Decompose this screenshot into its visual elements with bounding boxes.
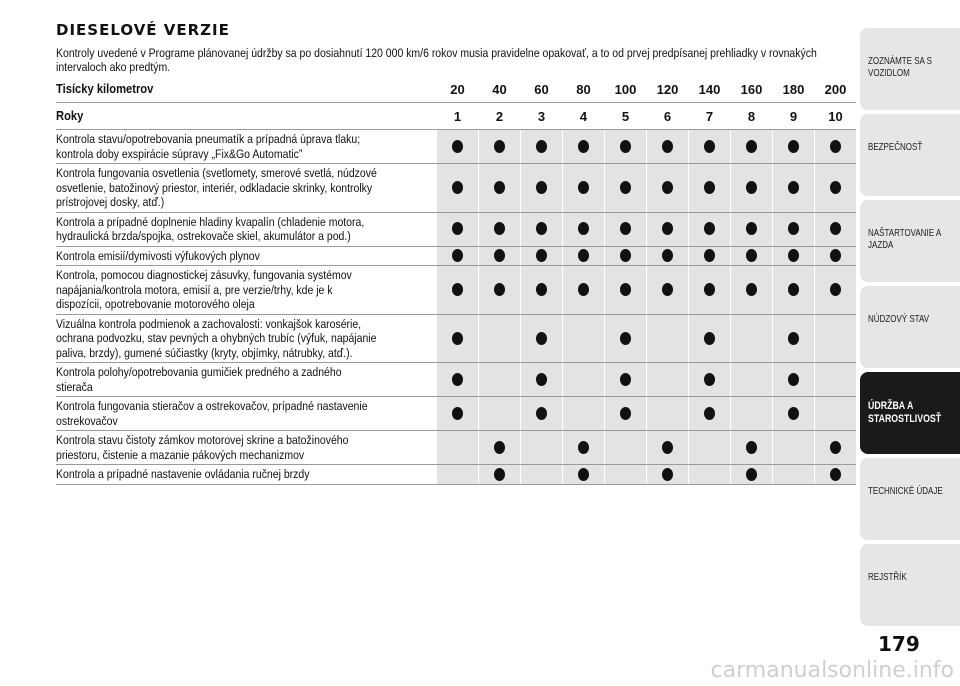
check-dot-icon [494,181,505,194]
check-dot-icon [788,140,799,153]
header-km-120: 120 [647,76,689,103]
schedule-cell [773,130,815,164]
check-dot-icon [578,249,589,262]
schedule-cell [605,164,647,213]
check-dot-icon [704,407,715,420]
tab-chapter-4[interactable] [860,286,960,368]
schedule-cell [605,212,647,246]
check-dot-icon [620,332,631,345]
header-years-label: Roky [56,107,84,123]
schedule-cell [437,431,479,465]
check-dot-icon [452,332,463,345]
row-label: Kontrola fungovania stieračov a ostrekovačov, prípadné nastavenie ostrekovačov [56,399,368,428]
check-dot-icon [494,283,505,296]
schedule-cell [689,164,731,213]
check-dot-icon [620,283,631,296]
section-title: DIESELOVÉ VERZIE [56,21,230,39]
check-dot-icon [452,373,463,386]
check-dot-icon [620,222,631,235]
check-dot-icon [536,283,547,296]
header-year-1: 1 [437,103,479,130]
schedule-cell [479,314,521,363]
schedule-cell [605,397,647,431]
check-dot-icon [536,222,547,235]
tab-label: REJSTŘÍK [868,572,907,583]
schedule-cell [437,212,479,246]
check-dot-icon [746,249,757,262]
schedule-cell [605,246,647,266]
schedule-cell [773,246,815,266]
schedule-cell [815,246,857,266]
check-dot-icon [662,181,673,194]
check-dot-icon [746,181,757,194]
check-dot-icon [662,468,673,481]
check-dot-icon [452,283,463,296]
check-dot-icon [620,181,631,194]
header-year-8: 8 [731,103,773,130]
schedule-cell [815,431,857,465]
check-dot-icon [662,283,673,296]
check-dot-icon [704,181,715,194]
chapter-sidebar [860,28,960,630]
schedule-cell [521,130,563,164]
row-label: Kontrola a prípadné doplnenie hladiny kvapalín (chladenie motora, hydraulická brzda/spojka, ostrekovače skiel, akumulátor a pod.) [56,214,365,243]
header-row-km [56,76,856,103]
check-dot-icon [746,222,757,235]
tab-label: NÚDZOVÝ STAV [868,314,930,325]
table-row [56,164,856,213]
check-dot-icon [578,181,589,194]
schedule-cell [605,266,647,315]
check-dot-icon [452,249,463,262]
check-dot-icon [620,407,631,420]
header-km-80: 80 [563,76,605,103]
schedule-cell [479,465,521,485]
header-year-4: 4 [563,103,605,130]
check-dot-icon [788,222,799,235]
schedule-cell [689,465,731,485]
schedule-cell [563,130,605,164]
check-dot-icon [830,249,841,262]
page-number: 179 [878,632,920,656]
check-dot-icon [494,140,505,153]
tab-chapter-6[interactable] [860,458,960,540]
check-dot-icon [536,140,547,153]
check-dot-icon [704,249,715,262]
check-dot-icon [704,332,715,345]
schedule-cell [773,465,815,485]
schedule-cell [479,363,521,397]
schedule-cell [521,431,563,465]
schedule-cell [605,363,647,397]
header-km-180: 180 [773,76,815,103]
check-dot-icon [536,249,547,262]
schedule-cell [563,314,605,363]
schedule-cell [773,431,815,465]
schedule-cell [563,465,605,485]
schedule-cell [773,212,815,246]
check-dot-icon [662,441,673,454]
check-dot-icon [620,373,631,386]
check-dot-icon [536,181,547,194]
header-km-200: 200 [815,76,857,103]
schedule-cell [731,465,773,485]
schedule-cell [479,246,521,266]
schedule-cell [689,363,731,397]
check-dot-icon [746,468,757,481]
header-year-7: 7 [689,103,731,130]
check-dot-icon [704,222,715,235]
schedule-cell [647,130,689,164]
schedule-cell [521,465,563,485]
schedule-cell [731,363,773,397]
check-dot-icon [662,222,673,235]
check-dot-icon [662,249,673,262]
schedule-cell [563,397,605,431]
check-dot-icon [788,283,799,296]
schedule-cell [731,397,773,431]
schedule-cell [731,314,773,363]
header-km-160: 160 [731,76,773,103]
schedule-cell [437,363,479,397]
tab-chapter-7[interactable] [860,544,960,626]
header-year-6: 6 [647,103,689,130]
header-km-label: Tisícky kilometrov [56,80,154,96]
schedule-cell [815,465,857,485]
schedule-cell [647,212,689,246]
row-label: Kontrola polohy/opotrebovania gumičiek predného a zadného stierača [56,365,342,394]
check-dot-icon [746,441,757,454]
check-dot-icon [536,332,547,345]
table-row [56,212,856,246]
check-dot-icon [788,181,799,194]
check-dot-icon [830,283,841,296]
schedule-cell [605,314,647,363]
schedule-cell [815,363,857,397]
schedule-cell [731,130,773,164]
schedule-cell [773,314,815,363]
table-row [56,397,856,431]
check-dot-icon [452,407,463,420]
row-label: Kontrola a prípadné nastavenie ovládania ručnej brzdy [56,467,310,481]
schedule-cell [479,130,521,164]
schedule-cell [647,314,689,363]
main-content [56,20,846,485]
schedule-cell [563,212,605,246]
schedule-cell [731,164,773,213]
header-year-5: 5 [605,103,647,130]
table-row [56,246,856,266]
check-dot-icon [830,441,841,454]
check-dot-icon [578,140,589,153]
check-dot-icon [662,140,673,153]
schedule-cell [479,212,521,246]
check-dot-icon [578,468,589,481]
check-dot-icon [788,373,799,386]
schedule-cell [479,266,521,315]
schedule-cell [689,212,731,246]
schedule-cell [731,246,773,266]
check-dot-icon [494,222,505,235]
schedule-cell [689,431,731,465]
schedule-cell [773,164,815,213]
check-dot-icon [788,407,799,420]
header-year-9: 9 [773,103,815,130]
schedule-cell [731,266,773,315]
check-dot-icon [788,332,799,345]
schedule-cell [437,314,479,363]
header-km-60: 60 [521,76,563,103]
header-km-20: 20 [437,76,479,103]
tab-label: TECHNICKÉ ÚDAJE [868,486,943,497]
header-km-40: 40 [479,76,521,103]
header-year-10: 10 [815,103,857,130]
tab-label: BEZPEČNOSŤ [868,142,923,153]
schedule-cell [773,266,815,315]
schedule-cell [689,397,731,431]
check-dot-icon [620,140,631,153]
check-dot-icon [494,468,505,481]
check-dot-icon [536,373,547,386]
maintenance-table [56,76,856,485]
check-dot-icon [452,222,463,235]
schedule-cell [731,212,773,246]
schedule-cell [815,314,857,363]
table-row [56,266,856,315]
schedule-cell [563,246,605,266]
schedule-cell [563,363,605,397]
table-row [56,363,856,397]
check-dot-icon [830,222,841,235]
tab-label: ÚDRŽBA A STAROSTLIVOSŤ [868,400,942,425]
header-year-3: 3 [521,103,563,130]
schedule-cell [563,164,605,213]
schedule-cell [479,397,521,431]
check-dot-icon [704,140,715,153]
header-km-140: 140 [689,76,731,103]
schedule-cell [521,397,563,431]
check-dot-icon [704,373,715,386]
check-dot-icon [746,283,757,296]
schedule-cell [521,212,563,246]
schedule-cell [437,465,479,485]
schedule-cell [521,164,563,213]
schedule-cell [647,363,689,397]
schedule-cell [647,431,689,465]
row-label: Kontrola stavu čistoty zámkov motorovej skrine a batožinového priestoru, čistenie a mazanie pákových mechanizmov [56,433,349,462]
check-dot-icon [536,407,547,420]
schedule-cell [647,397,689,431]
tab-chapter-5[interactable] [860,372,960,454]
schedule-cell [815,130,857,164]
watermark: carmanualsonline.info [710,658,954,683]
schedule-cell [647,164,689,213]
schedule-cell [437,246,479,266]
schedule-cell [605,465,647,485]
check-dot-icon [578,441,589,454]
schedule-cell [689,246,731,266]
row-label: Kontrola emisií/dymivosti výfukových plynov [56,248,260,263]
header-year-2: 2 [479,103,521,130]
schedule-cell [521,266,563,315]
schedule-cell [521,246,563,266]
schedule-cell [479,431,521,465]
check-dot-icon [788,249,799,262]
header-row-years [56,103,856,130]
check-dot-icon [452,140,463,153]
check-dot-icon [494,441,505,454]
tab-chapter-2[interactable] [860,114,960,196]
row-label: Vizuálna kontrola podmienok a zachovalosti: vonkajšok karosérie, ochrana podvozku, stav pevných a ohybných trubíc (výfuk, napájanie paliva, brzdy), gumené súčiastky (kryty, objímky, nátrubky, atď.). [56,316,377,360]
check-dot-icon [830,140,841,153]
schedule-cell [815,397,857,431]
check-dot-icon [620,249,631,262]
check-dot-icon [830,181,841,194]
schedule-cell [521,363,563,397]
schedule-cell [689,266,731,315]
schedule-cell [773,363,815,397]
schedule-cell [563,266,605,315]
check-dot-icon [452,181,463,194]
schedule-cell [815,164,857,213]
schedule-cell [521,314,563,363]
check-dot-icon [746,140,757,153]
check-dot-icon [704,283,715,296]
schedule-cell [647,465,689,485]
check-dot-icon [578,283,589,296]
schedule-cell [437,266,479,315]
schedule-cell [773,397,815,431]
tab-label: ZOZNÁMTE SA S VOZIDLOM [868,56,933,79]
tab-chapter-1[interactable] [860,28,960,110]
header-km-100: 100 [605,76,647,103]
schedule-cell [479,164,521,213]
schedule-cell [605,130,647,164]
schedule-cell [689,130,731,164]
table-row [56,130,856,164]
check-dot-icon [578,222,589,235]
row-label: Kontrola stavu/opotrebovania pneumatík a prípadná úprava tlaku; kontrola doby exspirácie súpravy „Fix&Go Automatic” [56,132,361,161]
tab-label: NAŠTARTOVANIE A JAZDA [868,228,941,251]
schedule-cell [647,246,689,266]
row-label: Kontrola, pomocou diagnostickej zásuvky, fungovania systémov napájania/kontrola motora, emisií a, pre verzie/trhy, kde je k dispozícii, opotrebovanie motorového oleja [56,268,352,311]
table-row [56,314,856,363]
schedule-cell [731,431,773,465]
row-label: Kontrola fungovania osvetlenia (svetlomety, smerové svetlá, núdzové osvetlenie, batožinový priestor, interiér, odkladacie skrinky, kontrolky prístrojovej dosky, atď.) [56,166,377,209]
schedule-cell [689,314,731,363]
schedule-cell [605,431,647,465]
table-row [56,431,856,465]
tab-chapter-3[interactable] [860,200,960,282]
intro-text: Kontroly uvedené v Programe plánovanej údržby sa po dosiahnutí 120 000 km/6 rokov musia pravidelne opakovať, a to od prvej predpísanej prehliadky v rovnakých intervaloch ako predtým. [56,46,817,74]
check-dot-icon [830,468,841,481]
schedule-cell [563,431,605,465]
check-dot-icon [494,249,505,262]
schedule-cell [437,164,479,213]
table-row [56,465,856,485]
schedule-cell [815,212,857,246]
schedule-cell [815,266,857,315]
schedule-cell [437,397,479,431]
schedule-cell [437,130,479,164]
schedule-cell [647,266,689,315]
